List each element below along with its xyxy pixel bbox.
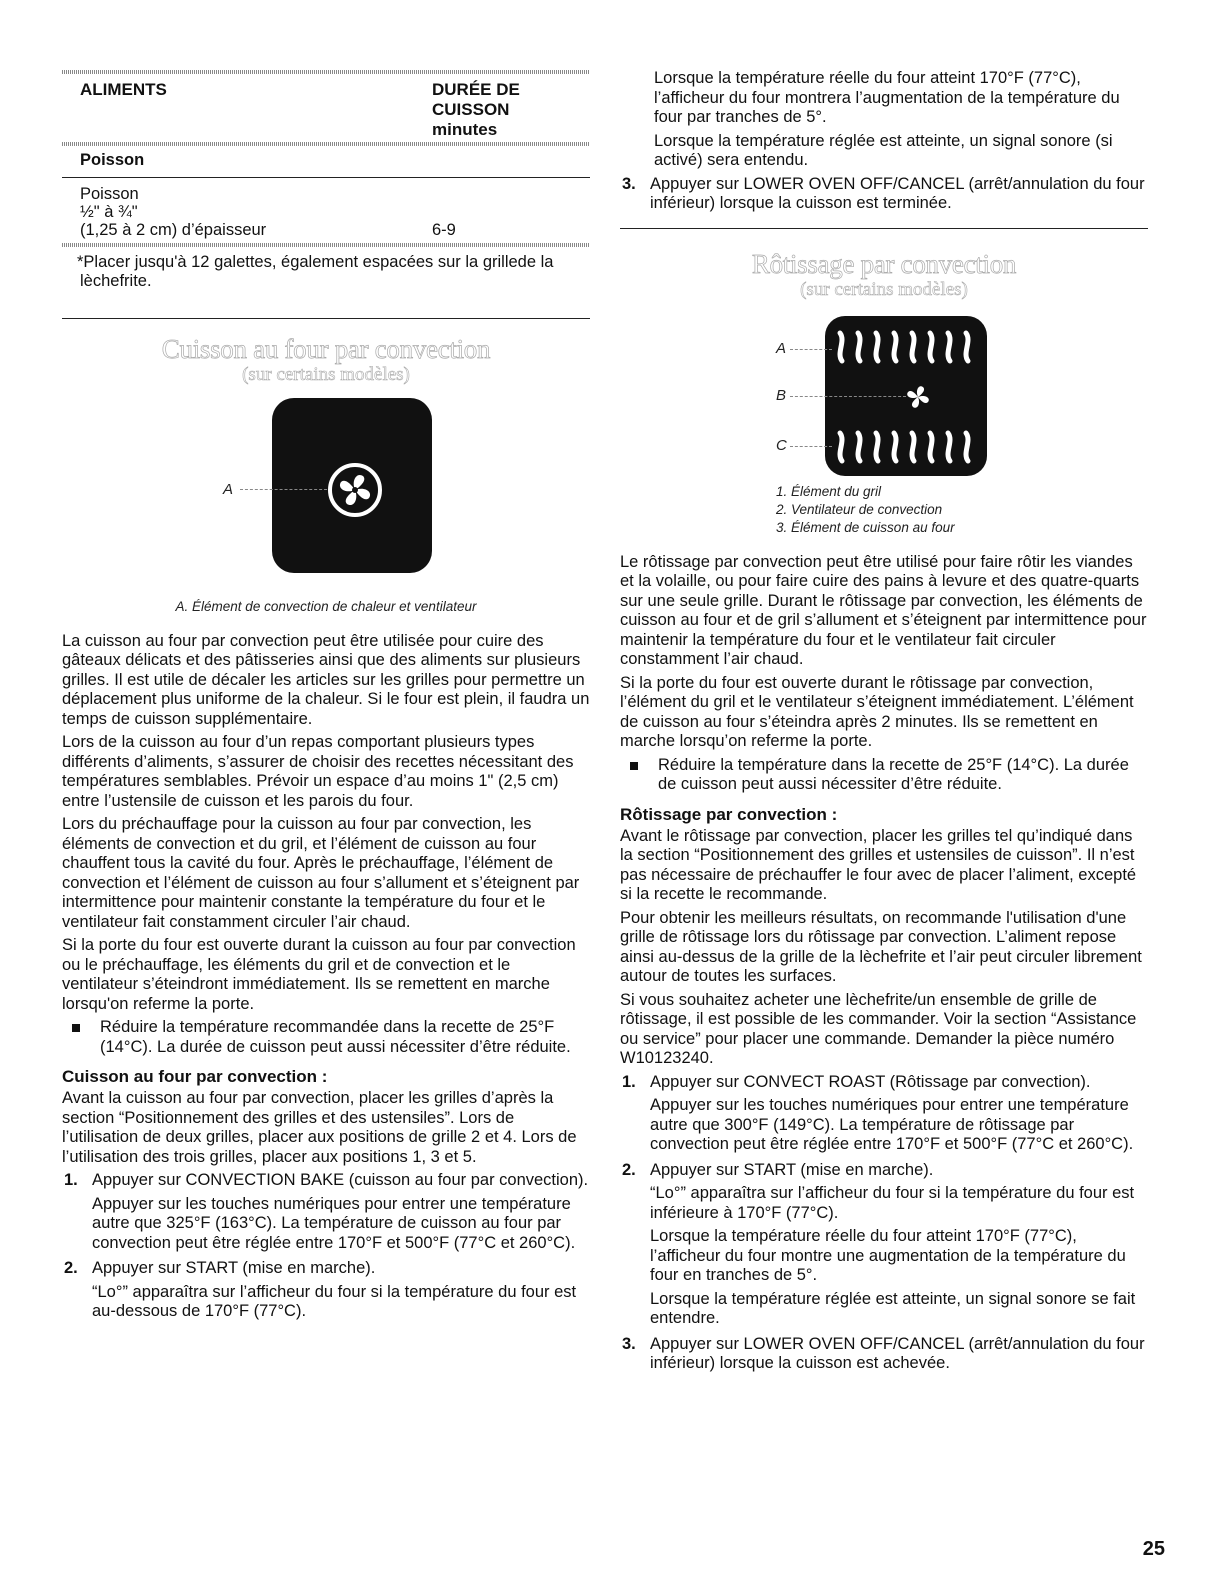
cr-caption3: 3. Élément de cuisson au four: [776, 519, 955, 535]
cr-step3: [620, 1335, 1148, 1374]
cr-step2-sub1: “Lo°” apparaîtra sur l’afficheur du four si la température du four est inférieure à 170°F (77°C).: [650, 1184, 1135, 1222]
row-line2: ½" à ¾": [80, 202, 138, 221]
convection-roast-diagram: [620, 301, 1148, 479]
rt-step3-text: Appuyer sur LOWER OVEN OFF/CANCEL (arrêt/annulation du four inférieur) lorsque la cuisson est terminée.: [650, 174, 1145, 212]
cb-step2-sub: “Lo°” apparaîtra sur l’afficheur du four si la température du four est au-dessous de 170°F (77°C).: [92, 1282, 577, 1320]
convection-roast-body: [620, 553, 1148, 1374]
bake-element-icon: [832, 427, 982, 467]
cb-step2-num: 2.: [64, 1259, 78, 1277]
convection-bake-body: [62, 632, 590, 1322]
cr-para4: Pour obtenir les meilleurs résultats, on recommande l'utilisation d'une grille de rôtissage lors du rôtissage par convection. L’aliment repose ainsi au-dessus de la grille de la lèchefrite et l’air peut circuler librement autour de toutes les surfaces.: [620, 908, 1142, 985]
cb-heading: Cuisson au four par convection :: [62, 1067, 328, 1086]
broil-element-icon: [832, 327, 982, 367]
rt-continuation: [620, 69, 1148, 171]
header-duree-1: DURÉE DE: [432, 80, 520, 99]
convection-roast-captions: [620, 483, 1148, 537]
cb-step2: [62, 1259, 590, 1279]
rt-para1: Lorsque la température réelle du four atteint 170°F (77°C), l’afficheur du four montrera l’augmentation de la température du four par tranches de 5°.: [654, 69, 1120, 126]
cr-step1-sub: Appuyer sur les touches numériques pour entrer une température autre que 300°F (149°C). La température de rôtissage par convection peut être réglée entre 170°F et 500°F (77°C et 260°C).: [650, 1096, 1134, 1153]
cr-step3-text: Appuyer sur LOWER OVEN OFF/CANCEL (arrêt/annulation du four inférieur) lorsque la cuisson est achevée.: [650, 1334, 1145, 1372]
convection-roast-title: Rôtissage par convection: [751, 248, 1017, 279]
cr-step1-num: 1.: [622, 1072, 636, 1091]
convection-bake-diagram: [62, 386, 590, 596]
label-b-roast: B: [776, 386, 787, 404]
cb-para4: Si la porte du four est ouverte durant la cuisson au four par convection ou le préchauffage, les éléments du gril et de convection et le ventilateur s’éteindront immédiatement. Ils se remettent en marche lorsqu'on referme la porte.: [62, 936, 576, 1013]
convection-bake-title: Cuisson au four par convection: [161, 333, 491, 364]
cb-para1: La cuisson au four par convection peut être utilisée pour cuire des gâteaux délicats et des pâtisseries ainsi que des aliments sur plusieurs grilles. Il est utile de décaler les articles sur les grilles pour permettre un déplacement plus uniforme de la chaleur. Si le four est plein, il faudra un temps de cuisson supplémentaire.: [62, 631, 590, 728]
rt-step3: [620, 175, 1148, 214]
cr-step2-sub2: Lorsque la température réelle du four atteint 170°F (77°C), l’afficheur du four montre une augmentation de la température du four en tranches de 5°.: [650, 1227, 1126, 1284]
cb-bullet-text: Réduire la température recommandée dans la recette de 25°F (14°C). La durée de cuisson peut aussi nécessiter d’être réduite.: [100, 1018, 571, 1056]
right-column: [620, 0, 1148, 1374]
cr-heading: Rôtissage par convection :: [620, 804, 838, 824]
cr-step2-text: Appuyer sur START (mise en marche).: [650, 1160, 934, 1179]
convection-fan-icon: [902, 381, 934, 413]
cr-step2-num: 2.: [622, 1160, 636, 1179]
row-line1: Poisson: [80, 184, 139, 203]
cb-bullet: [62, 1018, 590, 1057]
cb-para5: Avant la cuisson au four par convection, placer les grilles d’après la section “Positionnement des grilles et des ustensiles”. Lors de l’utilisation de deux grilles, placer aux positions de grille 2 et 4. Lors de l’utilisation des trois grilles, placer aux positions 1, 3 et 5.: [62, 1089, 577, 1166]
cr-para2: Si la porte du four est ouverte durant le rôtissage par convection, l’élément du gril et le ventilateur s’éteignent immédiatement. L’élément de cuisson au four s’éteindra après 2 minutes. Ils se remettent en marche lorsqu’on referme la porte.: [620, 673, 1134, 750]
cb-para2: Lors de la cuisson au four d’un repas comportant plusieurs types différents d’aliments, s’assurer de choisir des recettes nécessitant des températures semblables. Prévoir un espace d’au moins 1" (2,5 cm) entre l’ustensile de cuisson et les parois du four.: [62, 733, 574, 810]
cr-bullet-text: Réduire la température dans la recette de 25°F (14°C). La durée de cuisson peut aussi nécessiter d’être réduite.: [658, 755, 1129, 793]
cr-para5: Si vous souhaitez acheter une lèchefrite/un ensemble de grille de rôtissage, il est possible de les commander. Voir la section “Assistance ou service” pour placer une commande. Demander la pièce numéro W10123240.: [620, 990, 1137, 1067]
page-number: 25: [1142, 1538, 1165, 1560]
label-a-roast: A: [776, 339, 787, 357]
cr-bullet: [620, 756, 1148, 795]
cr-step2-sub3: Lorsque la température réglée est atteinte, un signal sonore se fait entendre.: [650, 1289, 1136, 1327]
cb-step1-num: 1.: [64, 1171, 78, 1189]
row-value: 6-9: [432, 220, 456, 239]
table-note: *Placer jusqu'à 12 galettes, également espacées sur la grillede la lèchefrite.: [77, 252, 554, 290]
cr-para3: Avant le rôtissage par convection, placer les grilles tel qu’indiqué dans la section “Positionnement des grilles et ustensiles de cuisson”. Il n’est pas nécessaire de préchauffer le four avec de placer l’aliment, excepté si la recette le recommande.: [620, 826, 1137, 903]
header-aliments: ALIMENTS: [80, 80, 167, 99]
label-a-leader-roast: [790, 349, 832, 350]
header-duree-2: CUISSON: [432, 100, 510, 119]
convection-roast-subtitle: (sur certains modèles): [800, 278, 968, 300]
cb-step2-text: Appuyer sur START (mise en marche).: [92, 1259, 376, 1277]
cr-step2: [620, 1161, 1148, 1181]
row-line3: (1,25 à 2 cm) d’épaisseur: [80, 220, 267, 239]
rt-para2: Lorsque la température réglée est atteinte, un signal sonore (si activé) sera entendu.: [654, 131, 1113, 169]
cr-caption1: 1. Élément du gril: [776, 483, 882, 499]
bullet-square-icon: [72, 1024, 80, 1032]
cb-step1-sub: Appuyer sur les touches numériques pour entrer une température autre que 325°F (163°C). La température de cuisson au four par convection peut être réglée entre 170°F et 500°F (77°C et 260°C).: [92, 1194, 576, 1252]
header-duree-3: minutes: [432, 120, 498, 139]
cr-step3-num: 3.: [622, 1334, 636, 1353]
label-a: A: [223, 480, 234, 498]
label-c-roast: C: [776, 436, 787, 454]
cb-para3: Lors du préchauffage pour la cuisson au four par convection, les éléments de convection et du gril, et l’élément de cuisson au four chauffent tous la cavité du four. Après le préchauffage, l’élément de convection et l’élément de cuisson au four s’allument et s’éteignent par intermittence pour maintenir constante la température du four et le ventilateur fait constamment circuler l’air chaud.: [62, 815, 580, 931]
cr-caption2: 2. Ventilateur de convection: [776, 501, 943, 517]
cr-para1: Le rôtissage par convection peut être utilisé pour faire rôtir les viandes et la volaille, ou pour faire cuire des pains à levure et des quatre-quarts sur une seule grille. Durant le rôtissage par convection, les éléments de cuisson au four et de gril s’allument et s’éteignent par intermittence pour maintenir la température du four et le ventilateur fait circuler constamment l’air chaud.: [620, 552, 1147, 668]
convection-bake-subtitle: (sur certains modèles): [242, 363, 410, 385]
header-duree: [432, 80, 520, 140]
label-a-leader: [240, 489, 332, 490]
table-row: [62, 178, 590, 243]
bullet-square-icon: [630, 762, 638, 770]
cb-step1-text: Appuyer sur CONVECTION BAKE (cuisson au four par convection).: [92, 1171, 589, 1189]
table-header: [62, 74, 590, 142]
label-c-leader-roast: [790, 446, 832, 447]
table-section-poisson: Poisson: [80, 151, 145, 169]
fan-icon: [327, 462, 383, 518]
rt-step3-num: 3.: [622, 174, 636, 193]
cr-step1: [620, 1073, 1148, 1093]
cb-step1: [62, 1171, 590, 1191]
left-column: [62, 0, 590, 1326]
convection-bake-caption: A. Élément de convection de chaleur et ventilateur: [175, 598, 477, 614]
cr-step1-text: Appuyer sur CONVECT ROAST (Rôtissage par convection).: [650, 1072, 1091, 1091]
label-b-leader-roast: [790, 396, 906, 397]
